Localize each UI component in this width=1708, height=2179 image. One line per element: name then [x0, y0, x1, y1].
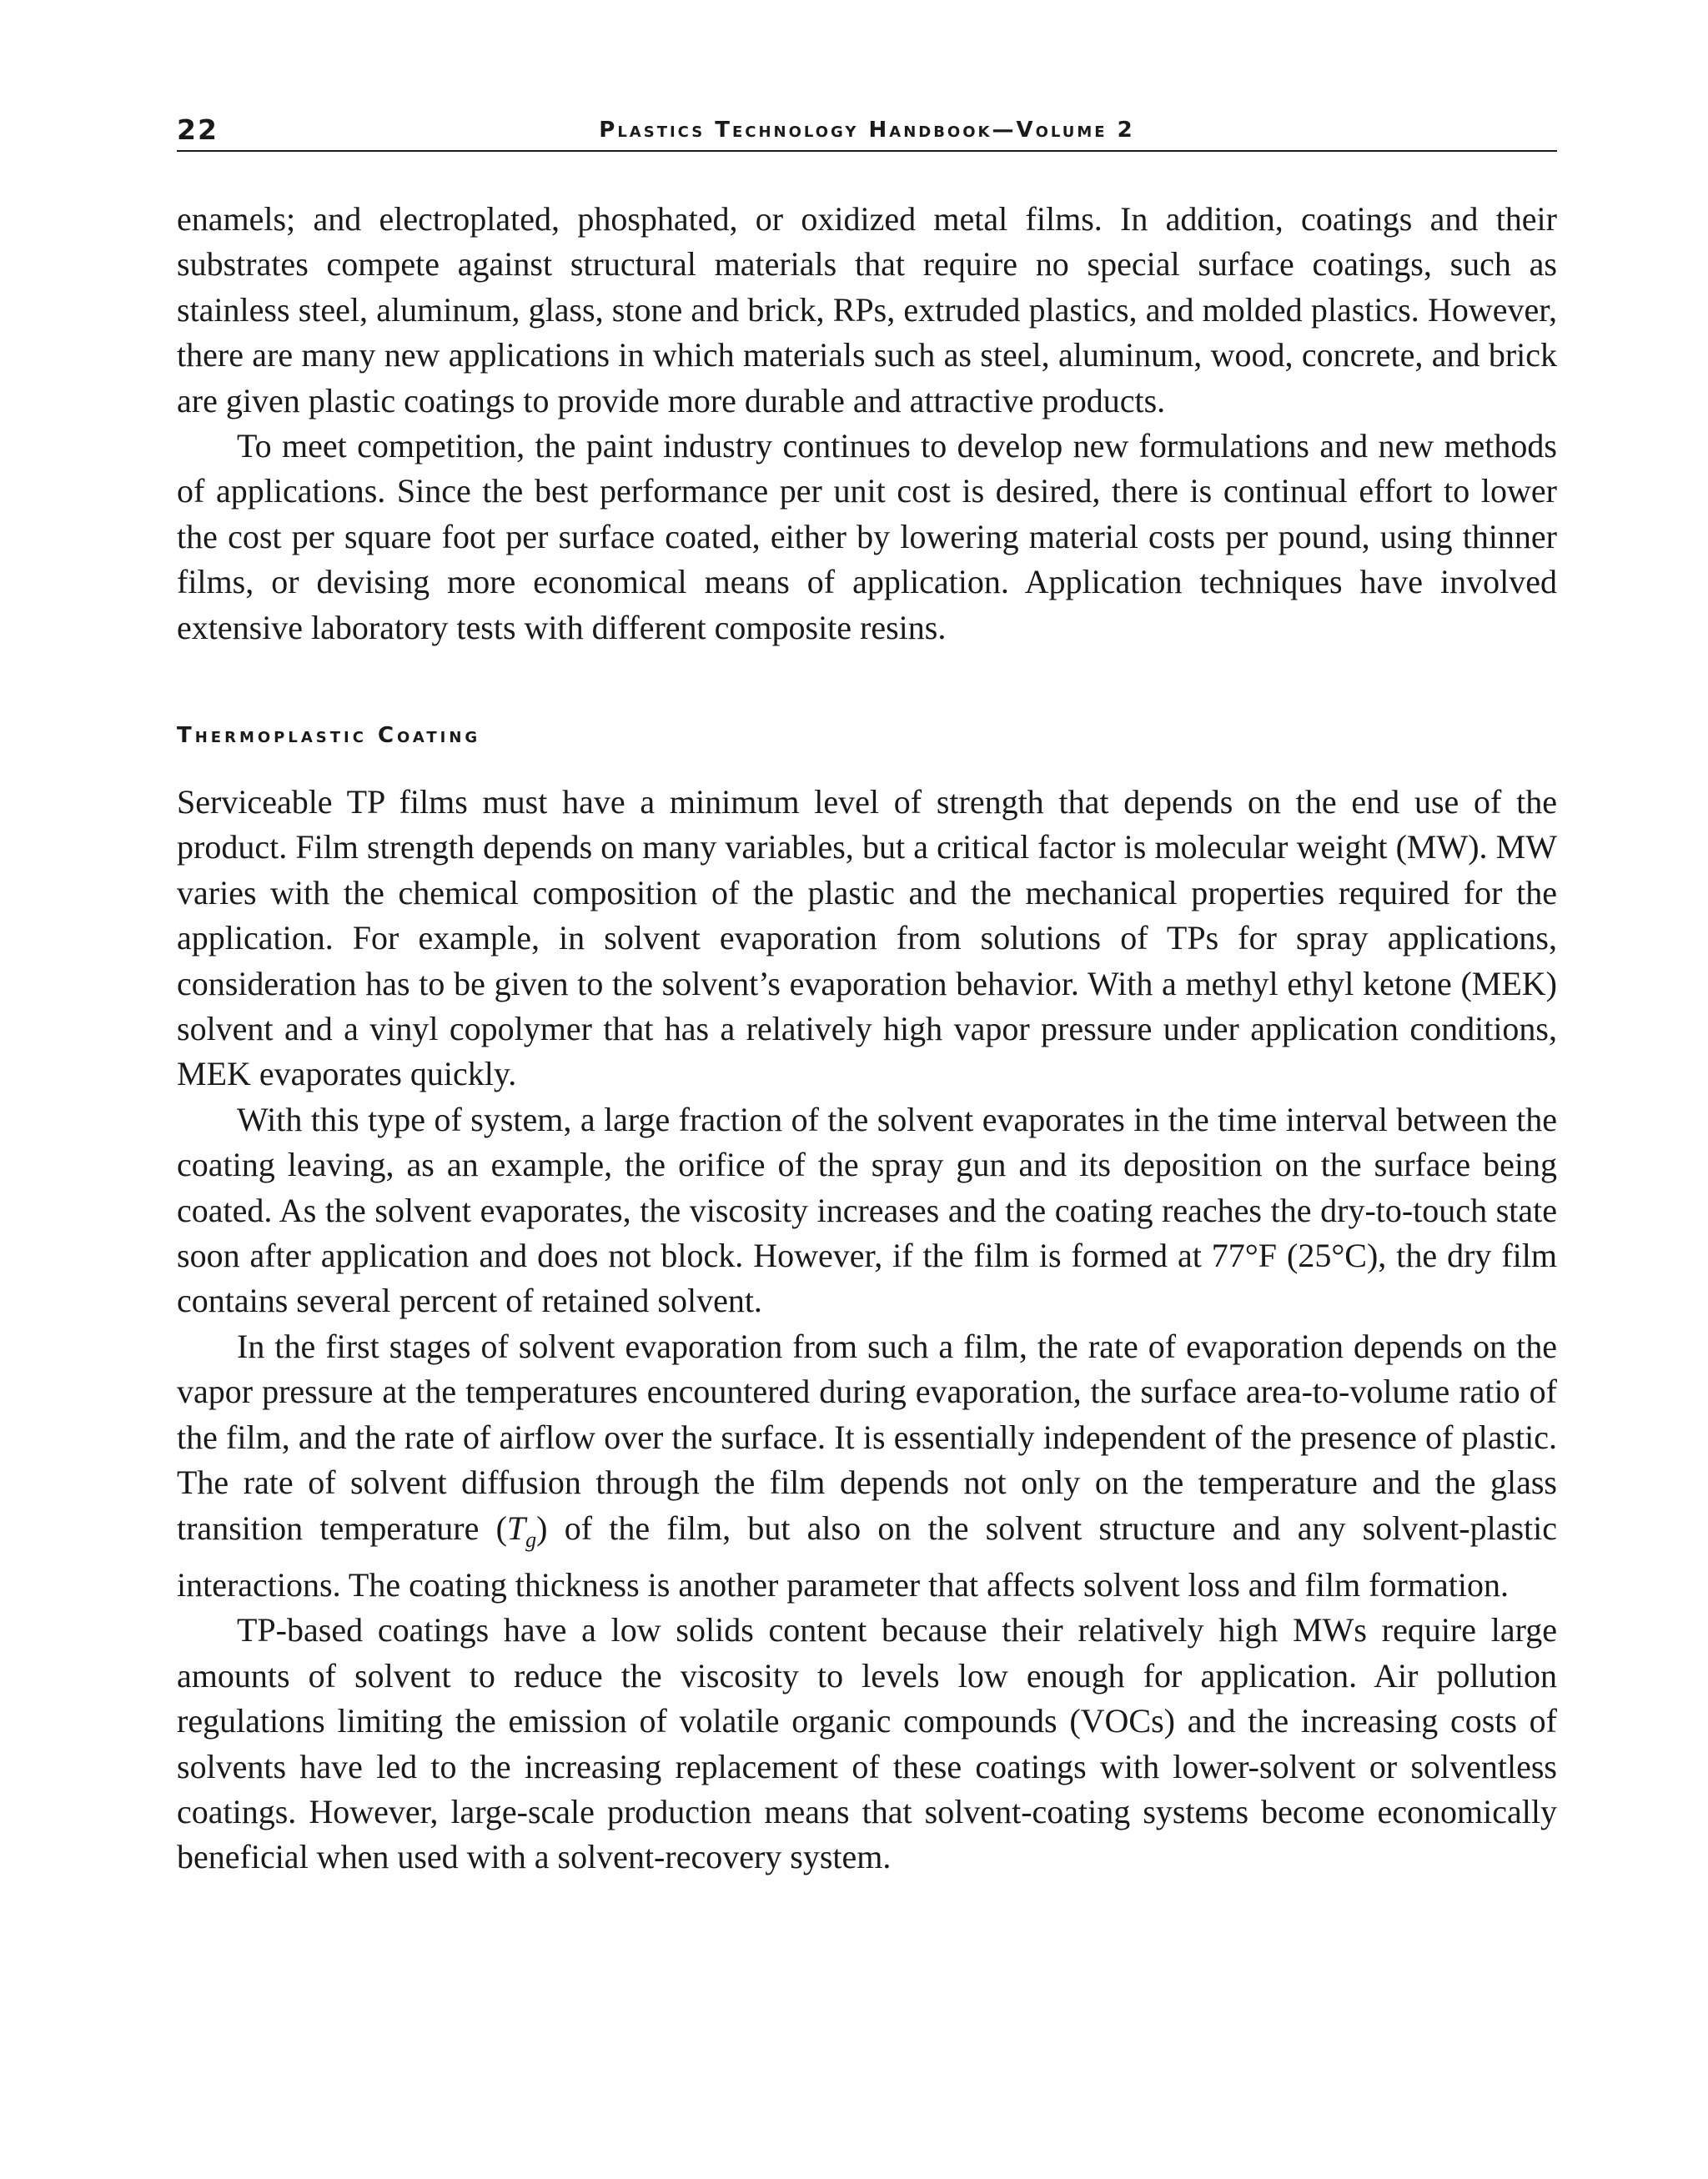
paragraph-serviceable-films: Serviceable TP films must have a minimum level of strength that depends on the end use of the product. Film strength depends on many variables, but a critical factor is molecular weight (MW). MW varies with the chemical composition of the plastic and the mechanical properties required for the application. For example, in solvent evaporation from solutions of TPs for spray applications, consideration has to be given to the solvent’s evaporation behavior. With a methyl ethyl ketone (MEK) solvent and a vinyl copolymer that has a relatively high vapor pressure under application conditions, MEK evaporates quickly.	[177, 783, 1557, 1093]
section-text-block	[177, 780, 1557, 1880]
glass-transition-symbol: $T_g$	[506, 1509, 537, 1552]
paragraph-enamels: enamels; and electroplated, phosphated, or oxidized metal films. In addition, coatings and their substrates compete against structural materials that require no special surface coatings, such as stainless steel, aluminum, glass, stone and brick, RPs, extruded plastics, and molded plastics. However, there are many new applications in which materials such as steel, aluminum, wood, concrete, and brick are given plastic coatings to provide more durable and attractive products.	[177, 200, 1557, 419]
paragraph-competition: To meet competition, the paint industry continues to develop new formulations and new methods of applications. Since the best performance per unit cost is desired, there is continual effort to lower the cost per square foot per surface coated, either by lowering material costs per pound, using thinner films, or devising more economical means of application. Application techniques have involved extensive laboratory tests with different composite resins.	[177, 427, 1557, 646]
paragraph-first-stages-text-b: ) of the film, but also on the solvent structure and any solvent-plastic interactions. The coating thickness is another parameter that affects solvent loss and film formation.	[177, 1509, 1557, 1604]
book-title: Plastics Technology Handbook—Volume 2	[599, 118, 1135, 143]
paragraph-first-stages-text-a: In the first stages of solvent evaporation from such a film, the rate of evaporation depends on the vapor pressure at the temperatures encountered during evaporation, the surface area-to-volume ratio of the film, and the rate of airflow over the surface. It is essentially independent of the presence of plastic. The rate of solvent diffusion through the film depends not only on the temperature and the glass transition temperature (	[177, 1327, 1557, 1547]
paragraph-tp-coatings: TP-based coatings have a low solids content because their relatively high MWs require large amounts of solvent to reduce the viscosity to levels low enough for application. Air pollution regulations limiting the emission of volatile organic compounds (VOCs) and the increasing costs of solvents have led to the increasing replacement of these coatings with lower-solvent or solventless coatings. However, large-scale production means that solvent-coating systems become economically beneficial when used with a solvent-recovery system.	[177, 1611, 1557, 1876]
running-header	[177, 113, 1557, 152]
paragraph-first-stages	[177, 1324, 1557, 1608]
paragraph-system-evaporation: With this type of system, a large fraction of the solvent evaporates in the time interval between the coating leaving, as an example, the orifice of the spray gun and its deposition on the surface being coated. As the solvent evaporates, the viscosity increases and the coating reaches the dry-to-touch state soon after application and does not block. However, if the film is formed at 77°F (25°C), the dry film contains several percent of retained solvent.	[177, 1100, 1557, 1320]
section-heading: Thermoplastic Coating	[177, 723, 481, 748]
intro-text-block	[177, 197, 1557, 650]
page-number: 22	[177, 113, 219, 146]
